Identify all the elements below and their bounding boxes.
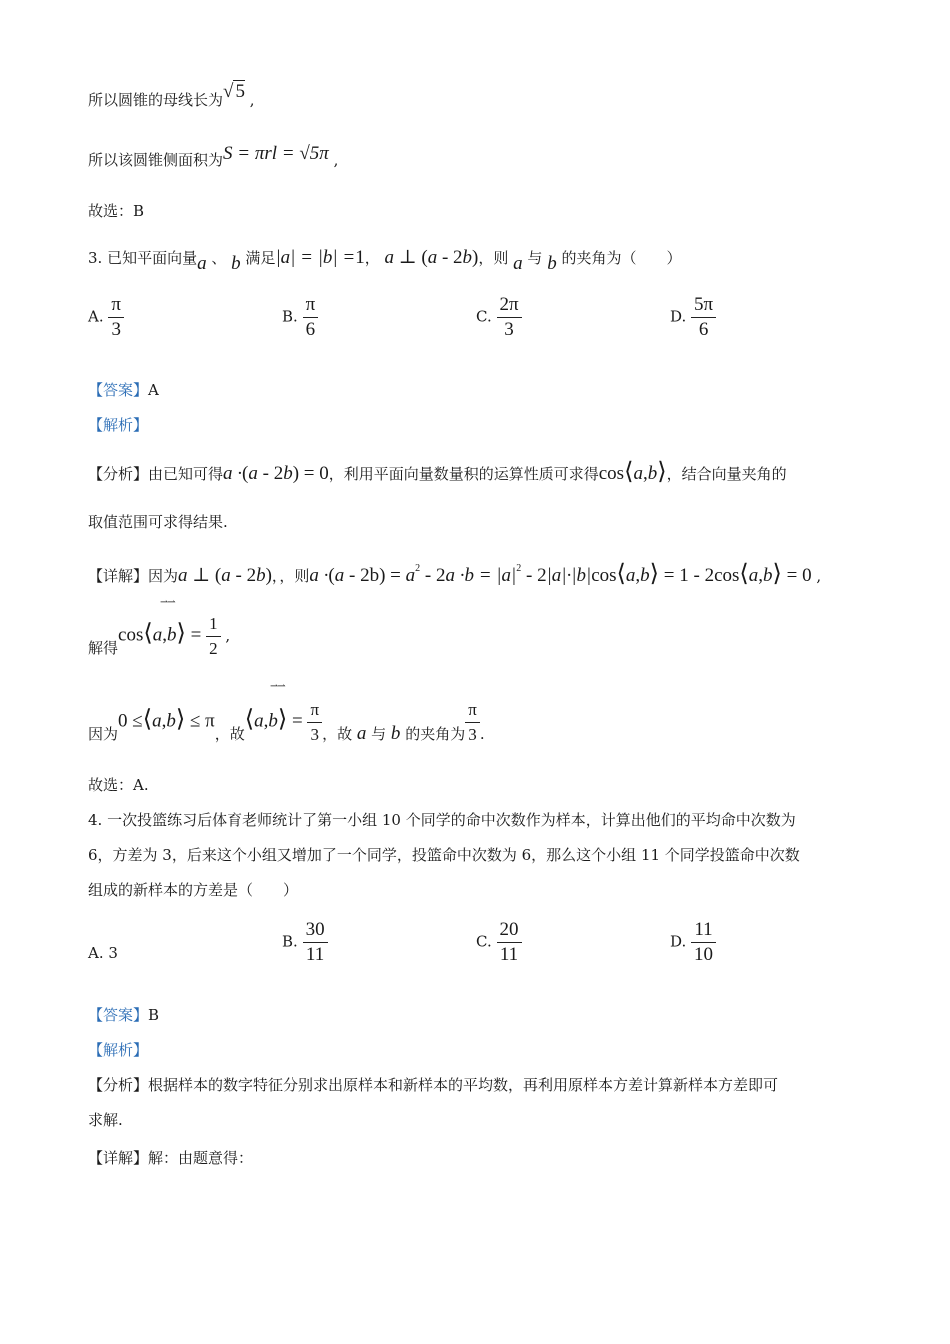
numerator: 30: [303, 920, 328, 943]
option-c[interactable]: [476, 920, 522, 965]
denominator: 3: [468, 725, 477, 744]
denominator: 3: [310, 725, 320, 744]
answer-line: [88, 1003, 159, 1027]
vector-arrows: ⇀⇀: [160, 597, 175, 608]
numerator: 1: [206, 614, 221, 637]
text: ，则: [279, 567, 310, 585]
text: 解得: [88, 638, 119, 657]
text: 满足: [245, 249, 276, 267]
text: 与: [371, 724, 387, 743]
numerator: π: [307, 700, 322, 723]
text: 所以圆锥的母线长为: [88, 91, 224, 109]
option-label: A.: [88, 307, 104, 326]
denominator: 11: [499, 944, 519, 965]
detail-line: 因为0 ≤⟨a,b⟩ ≤ π，故⟨a,b⟩ = $\frac{\pi}{3}$ ，故 a 与 b 的夹角为 $\frac{\pi}{3}$ .: [88, 700, 485, 744]
denominator: 6: [305, 319, 316, 340]
analysis-line: [88, 1073, 778, 1097]
text: 所以该圆锥侧面积为: [88, 151, 224, 169]
detail-line: 解得cos⟨a,b⟩ = $\frac{1}{2}$ ,: [88, 614, 231, 658]
numerator: 20: [497, 920, 522, 943]
text: 的夹角为: [405, 724, 466, 743]
text: ，结合向量夹角的: [666, 465, 787, 483]
detail-line: 【详解】因为a ⊥ (a - 2b)，，则$a \cdot(a - 2b) = a^2 - 2a \cdot b = |a|^2$ - 2|a|·|b|cos⟨a,b⟩ = 1 - 2cos⟨a,b⟩ = 0 ,: [88, 561, 822, 587]
numerator: π: [108, 295, 124, 318]
text: 解：由题意得：: [148, 1149, 254, 1167]
numerator: 11: [691, 920, 716, 943]
option-c[interactable]: [476, 295, 522, 340]
analysis-tag: 【解析】: [88, 416, 149, 434]
analysis-line: 取值范围可求得结果.: [88, 513, 228, 531]
option-a[interactable]: [88, 944, 118, 962]
text: 的夹角为（ ）: [561, 249, 682, 267]
question-3: 3. 已知平面向量a 、 b 满足|a| = |b| =1， a ⊥ (a - 2b)，则 a 与 b 的夹角为（ ）: [88, 247, 682, 274]
area-formula: S = πrl = √5π: [223, 143, 329, 164]
option-a[interactable]: [88, 295, 124, 340]
numerator: π: [465, 700, 480, 723]
question-4: 4. 一次投篮练习后体育老师统计了第一小组 10 个同学的命中次数作为样本，计算出他们的平均命中次数为: [88, 811, 796, 829]
numerator: π: [303, 295, 319, 318]
answer-tag: 【答案】: [88, 381, 149, 399]
denominator: 11: [305, 944, 325, 965]
option-label: C.: [476, 932, 492, 951]
option-label: B.: [282, 307, 298, 326]
detail-line: [88, 1146, 253, 1170]
denominator: 6: [698, 319, 709, 340]
text-line: 所以圆锥的母线长为√ 5 ,: [88, 81, 255, 109]
text-line: 故选：B: [88, 202, 145, 220]
question-4: 组成的新样本的方差是（ ）: [88, 881, 299, 899]
vector-arrows: ⇀⇀: [270, 681, 285, 692]
section-tag: 【分析】: [88, 1076, 149, 1094]
section-tag: 【详解】: [88, 567, 149, 585]
text-line: 故选：A.: [88, 776, 149, 794]
denominator: 2: [209, 639, 218, 658]
option-label: D.: [670, 307, 687, 326]
text: ，利用平面向量数量积的运算性质可求得: [328, 465, 599, 483]
text: 3. 已知平面向量: [88, 249, 198, 267]
section-tag: 【分析】: [88, 465, 149, 483]
denominator: 10: [694, 944, 714, 965]
answer-tag: 【答案】: [88, 1006, 149, 1024]
text: 因为: [148, 567, 179, 585]
option-label: B.: [282, 932, 298, 951]
option-label: A. 3: [88, 944, 118, 962]
text-line: 所以该圆锥侧面积为S = πrl = √5π ,: [88, 143, 339, 169]
question-4: 6，方差为 3，后来这个小组又增加了一个同学，投篮命中次数为 6，那么这个小组 11 个同学投篮命中次数: [88, 846, 800, 864]
answer-value: A: [148, 381, 159, 399]
analysis-tag: 【解析】: [88, 1041, 149, 1059]
denominator: 3: [504, 319, 514, 340]
numerator: 2π: [497, 295, 522, 318]
option-d[interactable]: [670, 920, 716, 965]
answer-value: B: [148, 1006, 160, 1024]
answer-line: [88, 378, 159, 402]
analysis-line: 【分析】由已知可得a ·(a - 2b) = 0，利用平面向量数量积的运算性质可求得cos⟨a,b⟩，结合向量夹角的: [88, 459, 787, 485]
text: 根据样本的数字特征分别求出原样本和新样本的平均数，再利用原样本方差计算新样本方差即可: [148, 1076, 779, 1094]
numerator: 5π: [691, 295, 716, 318]
sqrt-expression: √ 5: [223, 81, 245, 102]
text: 因为: [88, 724, 119, 743]
option-b[interactable]: [282, 295, 318, 340]
denominator: 3: [111, 319, 121, 340]
text: ，故: [214, 724, 245, 743]
section-tag: 【详解】: [88, 1149, 149, 1167]
analysis-line: 求解.: [88, 1111, 123, 1129]
option-label: D.: [670, 932, 687, 951]
text: 由已知可得: [148, 465, 224, 483]
option-b[interactable]: [282, 920, 328, 965]
option-d[interactable]: [670, 295, 716, 340]
radicand: 5: [235, 81, 245, 102]
option-label: C.: [476, 307, 492, 326]
